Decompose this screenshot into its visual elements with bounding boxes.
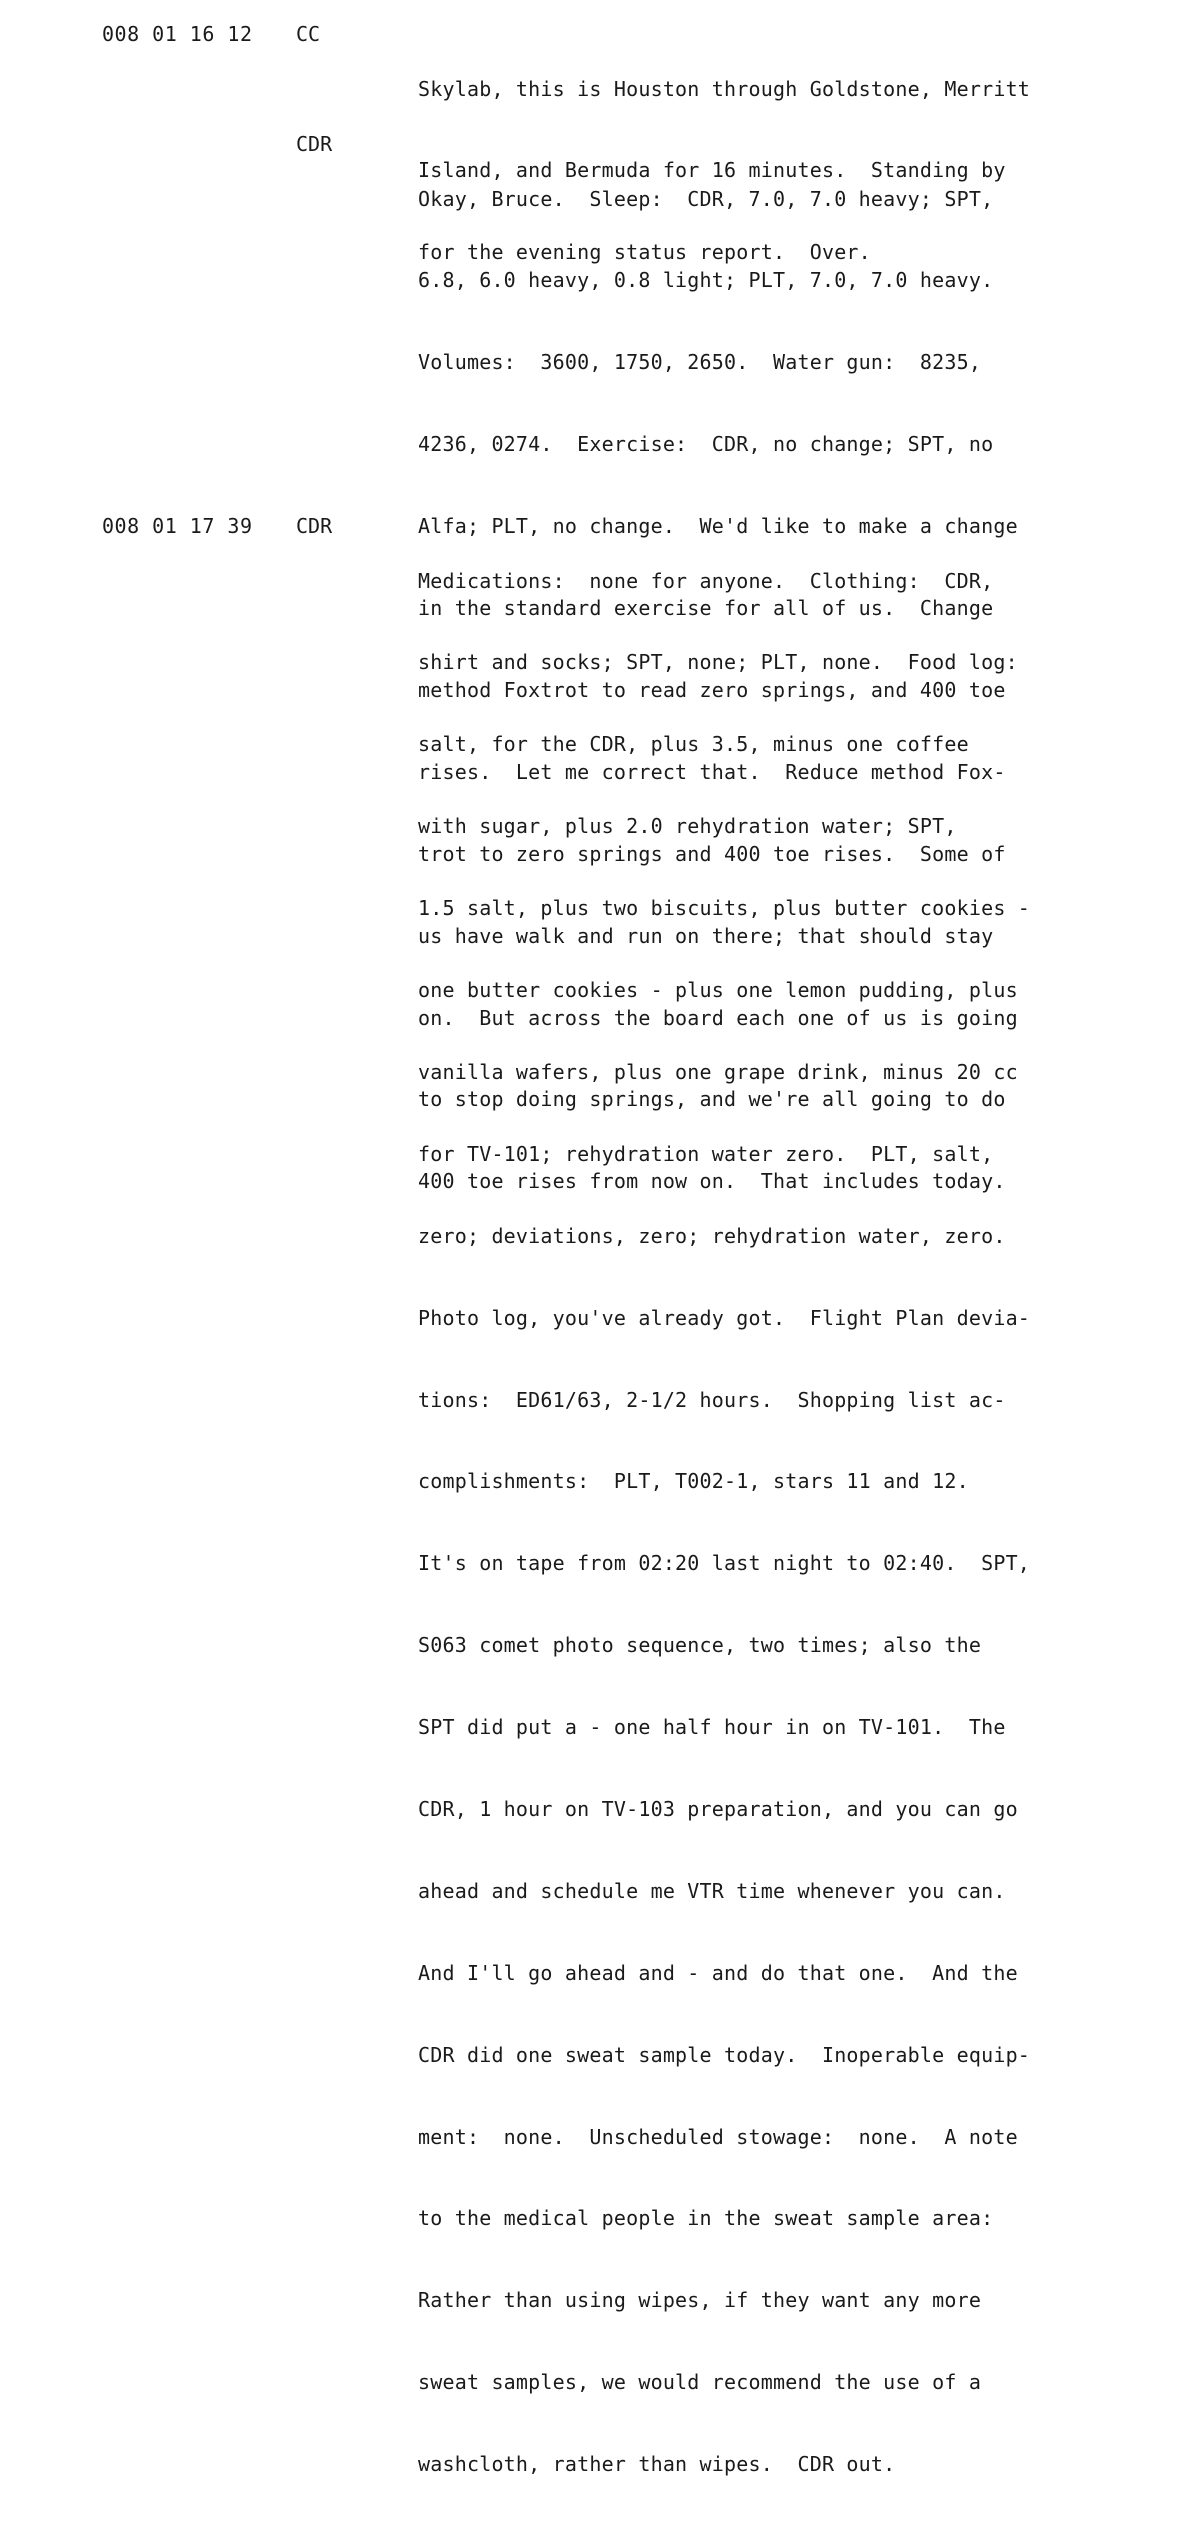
text-line: CDR, 1 hour on TV-103 preparation, and you can go [418,1796,1018,1821]
text-line: vanilla wafers, plus one grape drink, minus 20 cc [418,1059,1018,1084]
text-line: method Foxtrot to read zero springs, and 400 toe [418,677,1006,702]
text-line: salt, for the CDR, plus 3.5, minus one coffee [418,732,969,757]
speaker: CC [296,22,321,46]
text-line: Volumes: 3600, 1750, 2650. Water gun: 8235, [418,350,982,375]
text-line: to stop doing springs, and we're all going to do [418,1087,1006,1112]
text-line: in the standard exercise for all of us. Change [418,596,994,621]
text-line: 4236, 0274. Exercise: CDR, no change; SPT, no [418,432,994,457]
text-line: for the evening status report. Over. [418,240,871,265]
text-line: Alfa; PLT, no change. We'd like to make a change [418,514,1018,539]
text-line: Rather than using wipes, if they want any more [418,2288,982,2313]
text-line: And I'll go ahead and - and do that one. And the [418,1960,1018,1985]
text-line: rises. Let me correct that. Reduce method Fox- [418,759,1006,784]
text-line: It's on tape from 02:20 last night to 02:40. SPT, [418,1551,1031,1576]
text-line: us have walk and run on there; that should stay [418,923,994,948]
text-line: washcloth, rather than wipes. CDR out. [418,2452,896,2477]
text-line: Skylab, this is Houston through Goldstone, Merritt [418,76,1031,101]
text-line: to the medical people in the sweat sample area: [418,2206,994,2231]
text-line: with sugar, plus 2.0 rehydration water; SPT, [418,814,957,839]
timestamp: 008 01 17 39 [102,514,253,538]
text-line: sweat samples, we would recommend the use of a [418,2370,982,2395]
text-line: one butter cookies - plus one lemon pudding, plus [418,978,1018,1003]
timestamp: 008 01 16 12 [102,22,253,46]
text-line: shirt and socks; SPT, none; PLT, none. Food log: [418,650,1018,675]
text-line: Okay, Bruce. Sleep: CDR, 7.0, 7.0 heavy; SPT, [418,186,994,211]
text-line: on. But across the board each one of us is going [418,1005,1018,1030]
text-line: tions: ED61/63, 2-1/2 hours. Shopping list ac- [418,1387,1006,1412]
text-line: 6.8, 6.0 heavy, 0.8 light; PLT, 7.0, 7.0 heavy. [418,268,994,293]
text-line: ment: none. Unscheduled stowage: none. A note [418,2124,1018,2149]
text-line: Photo log, you've already got. Flight Plan devia- [418,1305,1031,1330]
text-line: S063 comet photo sequence, two times; also the [418,1633,982,1658]
speaker: CDR [296,514,333,538]
text-line: ahead and schedule me VTR time whenever you can. [418,1878,1006,1903]
speaker: CDR [296,132,333,156]
text-line: 400 toe rises from now on. That includes today. [418,1169,1006,1194]
text-line: CDR did one sweat sample today. Inoperable equip- [418,2042,1031,2067]
utterance-text [418,513,1030,2533]
text-line: 1.5 salt, plus two biscuits, plus butter cookies - [418,896,1031,921]
text-line: zero; deviations, zero; rehydration water, zero. [418,1223,1006,1248]
text-line: Island, and Bermuda for 16 minutes. Standing by [418,158,1006,183]
text-line: trot to zero springs and 400 toe rises. Some of [418,841,1006,866]
text-line: Medications: none for anyone. Clothing: CDR, [418,568,994,593]
text-line: SPT did put a - one half hour in on TV-101. The [418,1715,1006,1740]
text-line: for TV-101; rehydration water zero. PLT, salt, [418,1141,994,1166]
text-line: complishments: PLT, T002-1, stars 11 and 12. [418,1469,969,1494]
